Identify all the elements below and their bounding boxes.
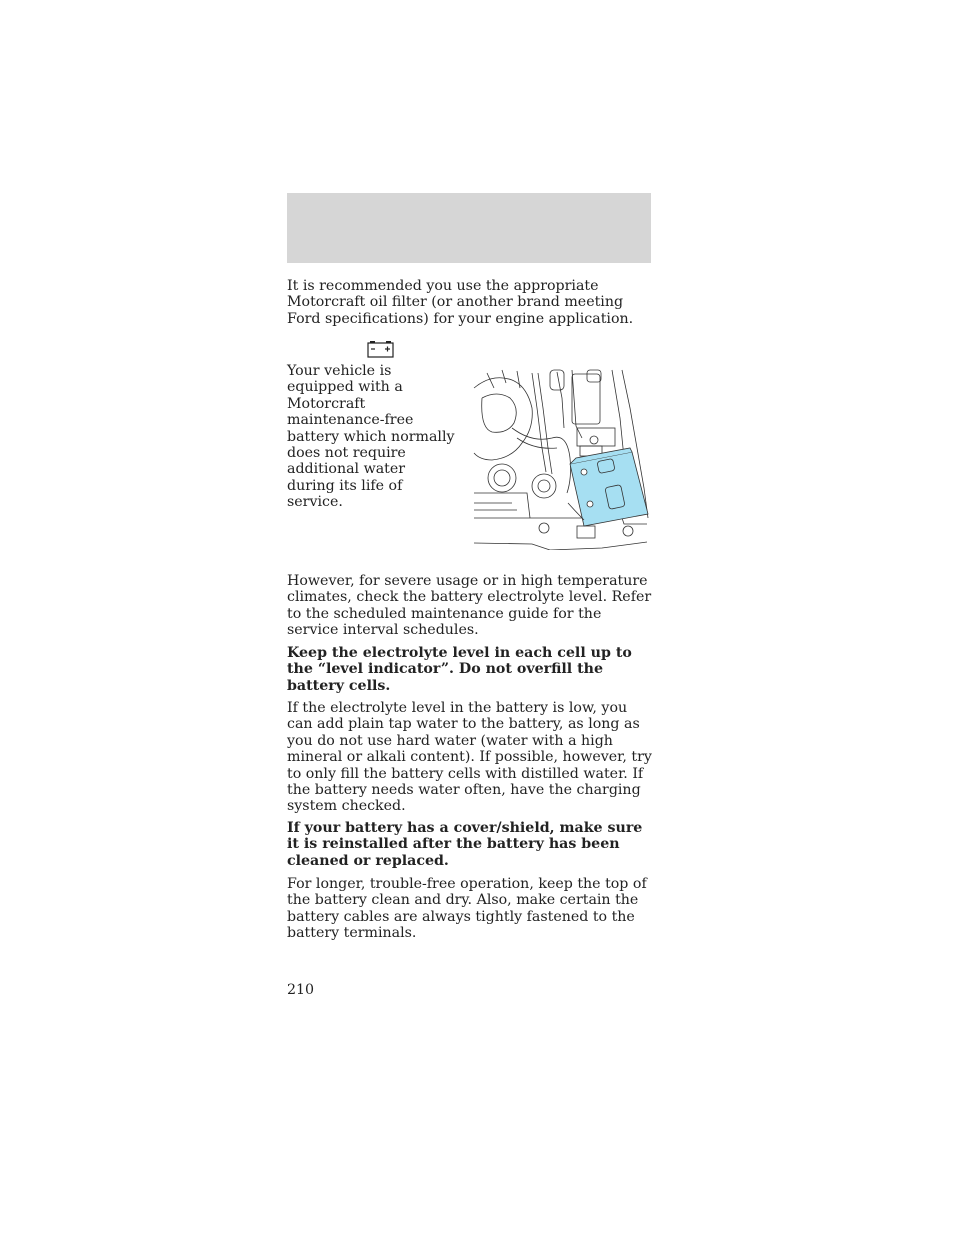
battery-icon [367,340,394,358]
engine-compartment-illustration [472,368,652,550]
electrolyte-warning: Keep the electrolyte level in each cell up to the “level indicator”. Do not overfill the battery cells. [287,645,632,694]
intro-paragraph: It is recommended you use the appropriate Motorcraft oil filter (or another brand meeting Ford specifications) for your engine application. [287,278,634,327]
section-header-band [287,193,651,263]
page-number: 210 [287,982,315,998]
battery-intro-text: Your vehicle is equipped with a Motorcraft maintenance-free battery which normally does not require additional water during its life of service. [287,363,455,511]
low-level-paragraph: If the electrolyte level in the battery is low, you can add plain tap water to the battery, as long as you do not use hard water (water with a high mineral or alkali content). If possible, however, try to only fill the battery cells with distilled water. If the battery needs water often, have the charging system checked. [287,700,652,815]
clean-dry-paragraph: For longer, trouble-free operation, keep the top of the battery clean and dry. Also, make certain the battery cables are always tightly fastened to the battery terminals. [287,876,647,942]
severe-usage-paragraph: However, for severe usage or in high temperature climates, check the battery electrolyte level. Refer to the scheduled maintenance guide for the service interval schedules. [287,573,652,639]
cover-shield-warning: If your battery has a cover/shield, make sure it is reinstalled after the battery has been cleaned or replaced. [287,820,643,869]
